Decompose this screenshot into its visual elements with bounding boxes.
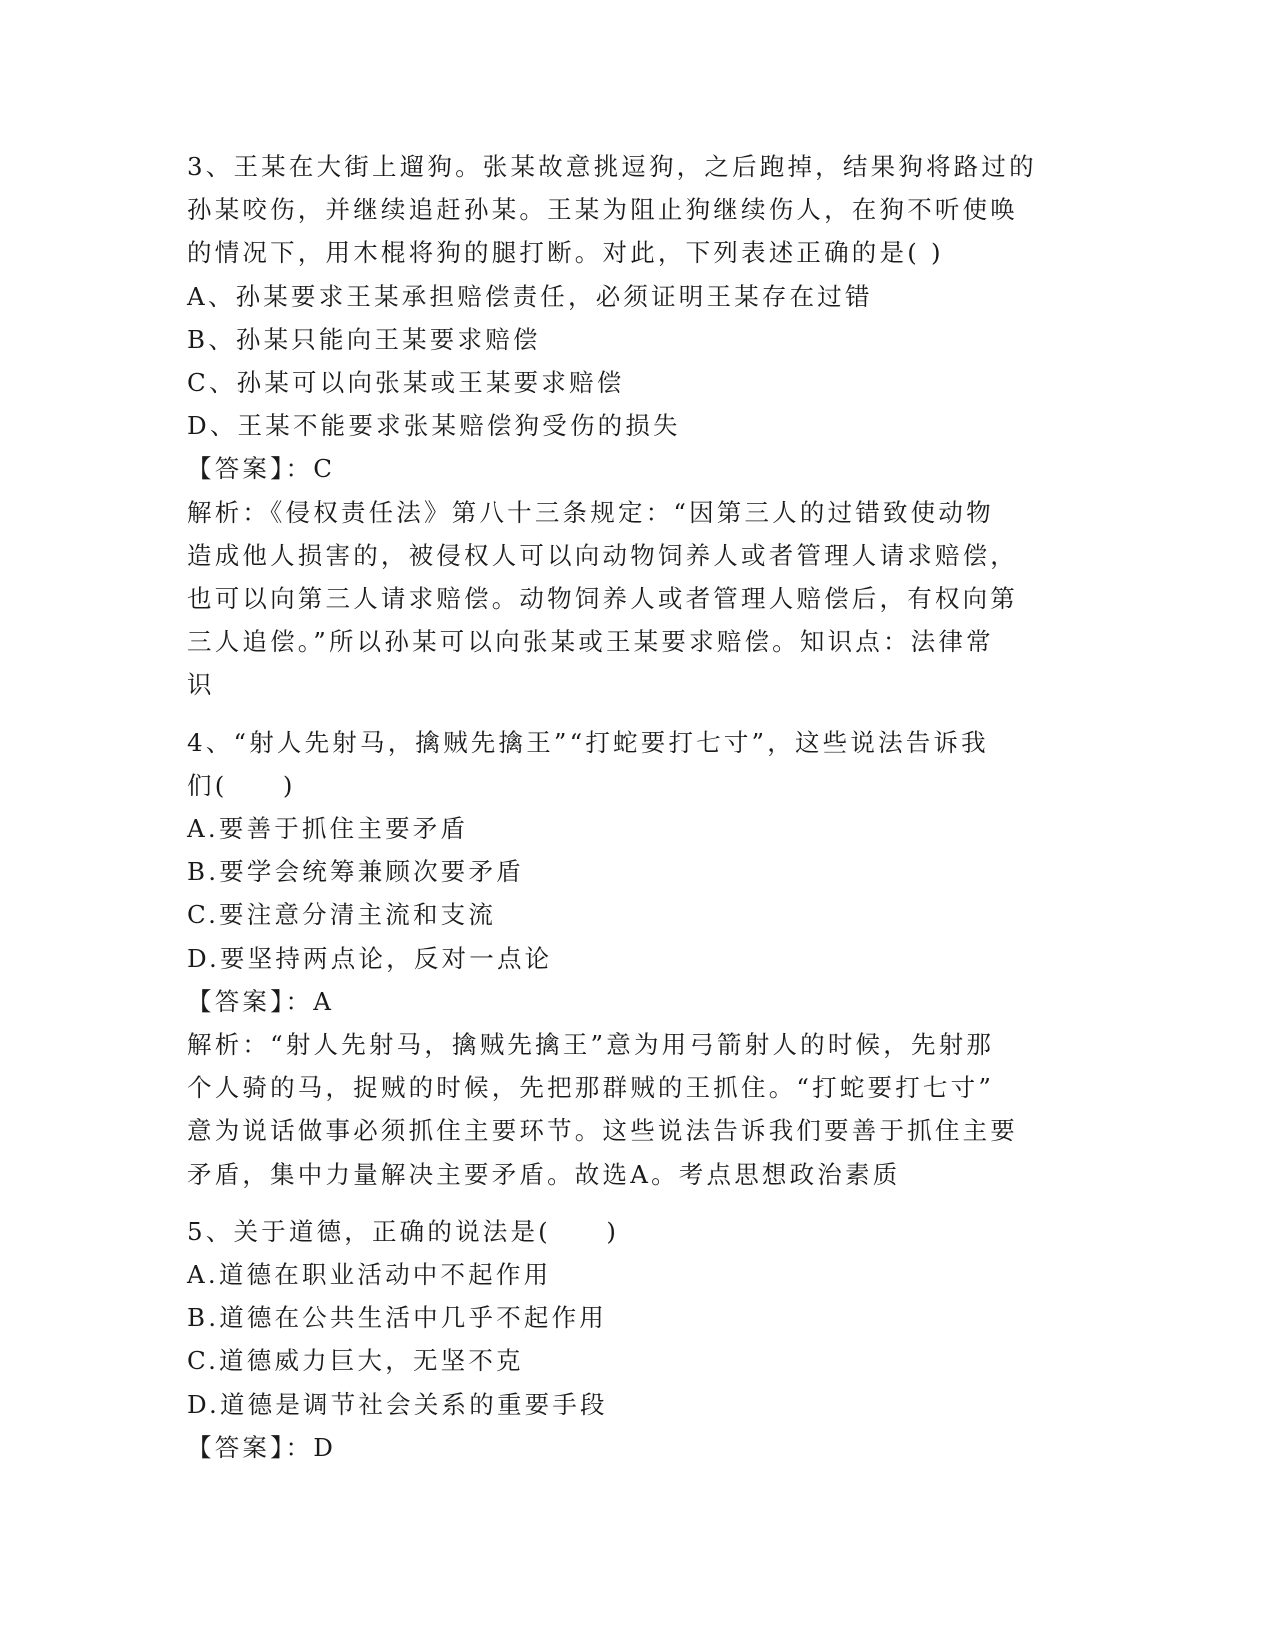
explanation-line: 意为说话做事必须抓住主要环节。这些说法告诉我们要善于抓住主要 [187,1116,1018,1146]
option-b: B.要学会统筹兼顾次要矛盾 [187,857,524,887]
explanation-line: 解析：“射人先射马，擒贼先擒王”意为用弓箭射人的时候，先射那 [187,1030,995,1060]
question-stem-line: 孙某咬伤，并继续追赶孙某。王某为阻止狗继续伤人，在狗不听使唤 [187,195,1018,225]
explanation-line: 识 [187,670,215,700]
question-stem-line: 3、王某在大街上遛狗。张某故意挑逗狗，之后跑掉，结果狗将路过的 [187,152,1037,181]
question-4 [187,721,1087,1196]
question-stem-line: 的情况下，用木棍将狗的腿打断。对此，下列表述正确的是( ) [187,238,944,268]
explanation-line: 个人骑的马，捉贼的时候，先把那群贼的王抓住。“打蛇要打七寸” [187,1073,995,1103]
option-a: A.要善于抓住主要矛盾 [187,814,469,844]
explanation-line: 造成他人损害的，被侵权人可以向动物饲养人或者管理人请求赔偿， [187,540,1018,570]
option-d: D.道德是调节社会关系的重要手段 [187,1389,608,1419]
question-5 [187,1210,1087,1469]
option-c: C、孙某可以向张某或王某要求赔偿 [187,368,625,398]
question-stem-line: 们( ) [187,770,296,800]
explanation-line: 矛盾，集中力量解决主要矛盾。故选A。考点思想政治素质 [187,1159,901,1189]
option-a: A.道德在职业活动中不起作用 [187,1260,552,1290]
option-c: C.要注意分清主流和支流 [187,900,497,930]
option-c: C.道德威力巨大，无坚不克 [187,1346,524,1376]
explanation-line: 解析：《侵权责任法》第八十三条规定：“因第三人的过错致使动物 [187,497,994,527]
document-page [187,145,1087,1469]
option-b: B、孙某只能向王某要求赔偿 [187,324,541,354]
answer-label: 【答案】：D [187,1432,337,1462]
answer-label: 【答案】：A [187,986,335,1016]
question-3 [187,145,1087,707]
option-d: D.要坚持两点论，反对一点论 [187,943,553,973]
question-stem-line: 4、“射人先射马，擒贼先擒王”“打蛇要打七寸”，这些说法告诉我 [187,727,989,757]
answer-label: 【答案】：C [187,454,336,484]
option-b: B.道德在公共生活中几乎不起作用 [187,1303,607,1333]
question-stem-line: 5、关于道德，正确的说法是( ) [187,1216,620,1246]
explanation-line: 三人追偿。”所以孙某可以向张某或王某要求赔偿。知识点：法律常 [187,627,994,657]
option-d: D、王某不能要求张某赔偿狗受伤的损失 [187,411,681,441]
explanation-line: 也可以向第三人请求赔偿。动物饲养人或者管理人赔偿后，有权向第 [187,584,1018,614]
option-a: A、孙某要求王某承担赔偿责任，必须证明王某存在过错 [187,281,873,311]
